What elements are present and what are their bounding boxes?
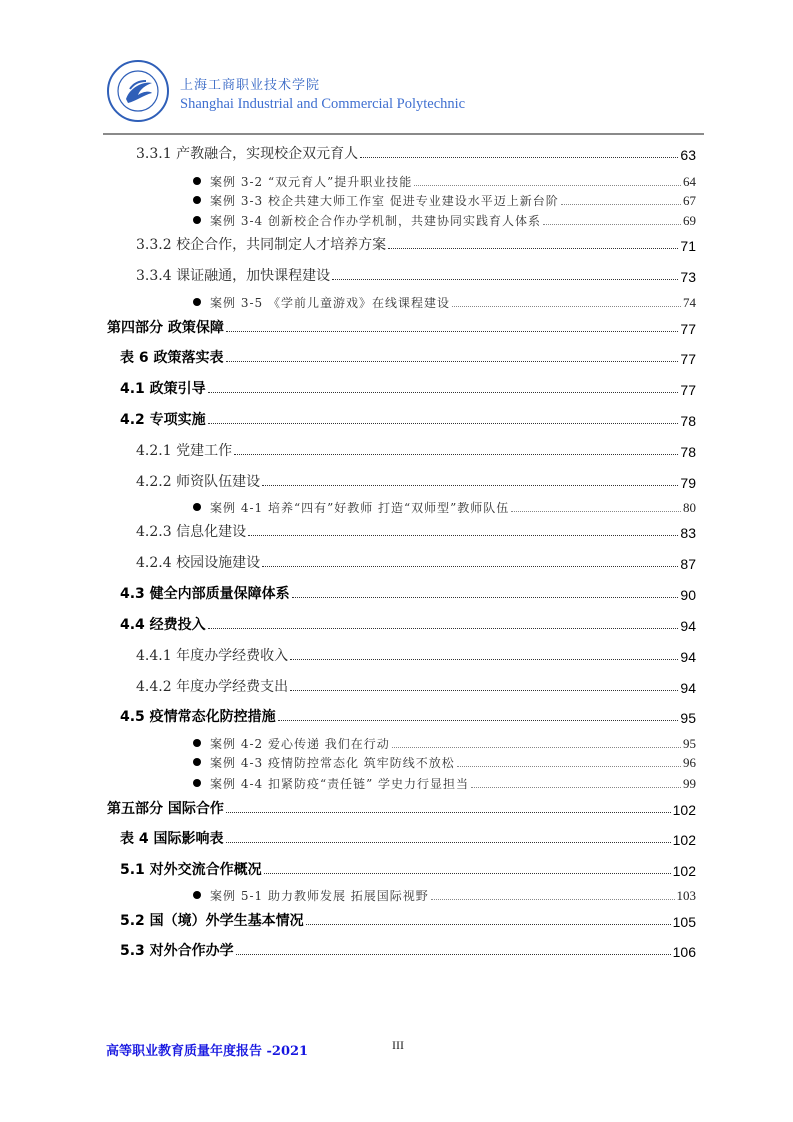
page-number: III [392, 1038, 404, 1052]
toc-entry-page: 80 [683, 500, 696, 515]
toc-section-entry[interactable] [120, 378, 696, 398]
bullet-icon [193, 891, 201, 899]
toc-entry-label: 4.5 疫情常态化防控措施 [120, 709, 276, 725]
toc-entry-page: 67 [683, 193, 696, 208]
toc-section-entry[interactable] [120, 347, 696, 367]
toc-section-entry[interactable] [120, 706, 696, 726]
toc-entry-label: 4.1 政策引导 [120, 381, 206, 397]
toc-case-entry[interactable] [193, 888, 696, 904]
toc-case-entry[interactable] [193, 193, 696, 209]
page-header [104, 57, 704, 137]
toc-section-entry[interactable] [120, 859, 696, 879]
school-emblem-icon [106, 59, 170, 123]
toc-entry-page: 96 [683, 755, 696, 770]
dot-leader [388, 247, 678, 249]
report-title: 高等职业教育质量年度报告 -2021 [106, 1044, 309, 1059]
school-name-cn: 上海工商职业技术学院 [180, 78, 321, 93]
dot-leader [561, 203, 681, 205]
dot-leader [543, 223, 681, 225]
dot-leader [226, 330, 679, 332]
toc-entry-page: 78 [680, 444, 696, 460]
dot-leader [208, 391, 679, 393]
toc-entry-label: 案例 4-2 爱心传递 我们在行动 [210, 737, 390, 751]
dot-leader [471, 786, 681, 788]
toc-part-entry[interactable] [107, 317, 696, 337]
bullet-icon [193, 779, 201, 787]
toc-entry-page: 105 [672, 914, 696, 930]
toc-part-entry[interactable] [107, 798, 696, 818]
toc-entry-page: 102 [672, 802, 696, 818]
toc-entry-label: 3.3.1 产教融合，实现校企双元育人 [136, 146, 359, 162]
dot-leader [208, 627, 679, 629]
toc-entry[interactable] [136, 645, 696, 665]
toc-entry[interactable] [136, 471, 696, 491]
toc-entry[interactable] [136, 552, 696, 572]
toc-entry-label: 4.2.1 党建工作 [136, 443, 233, 459]
toc-entry-label: 5.3 对外合作办学 [120, 943, 234, 959]
toc-section-entry[interactable] [120, 910, 696, 930]
toc-case-entry[interactable] [193, 174, 696, 190]
toc-entry-label: 案例 3-4 创新校企合作办学机制，共建协同实践育人体系 [210, 214, 541, 228]
toc-entry-page: 106 [672, 944, 696, 960]
toc-entry-page: 69 [683, 213, 696, 228]
dot-leader [208, 422, 679, 424]
toc-entry-page: 95 [680, 710, 696, 726]
toc-entry-page: 94 [680, 618, 696, 634]
dot-leader [226, 360, 679, 362]
toc-entry-page: 95 [683, 736, 696, 751]
toc-entry-page: 83 [680, 525, 696, 541]
toc-entry-label: 4.4.1 年度办学经费收入 [136, 648, 289, 664]
toc-entry-label: 4.2.4 校园设施建设 [136, 555, 261, 571]
toc-entry-label: 案例 3-2 “双元育人”提升职业技能 [210, 175, 413, 189]
toc-entry-label: 4.4.2 年度办学经费支出 [136, 679, 289, 695]
bullet-icon [193, 739, 201, 747]
toc-case-entry[interactable] [193, 776, 696, 792]
toc-section-entry[interactable] [120, 614, 696, 634]
toc-entry-page: 103 [676, 888, 696, 903]
dot-leader [236, 953, 671, 955]
toc-entry-label: 案例 5-1 助力教师发展 拓展国际视野 [210, 889, 429, 903]
toc-entry-page: 77 [680, 382, 696, 398]
toc-entry-label: 5.2 国（境）外学生基本情况 [120, 913, 304, 929]
dot-leader [262, 484, 678, 486]
toc-entry-page: 63 [680, 147, 696, 163]
toc-entry-label: 第五部分 国际合作 [107, 801, 224, 817]
toc-entry-label: 案例 3-5 《学前儿童游戏》在线课程建设 [210, 296, 450, 310]
dot-leader [234, 453, 678, 455]
school-name-en: Shanghai Industrial and Commercial Polytechnic [180, 96, 466, 112]
toc-section-entry[interactable] [120, 940, 696, 960]
toc-entry-label: 4.2 专项实施 [120, 412, 206, 428]
bullet-icon [193, 503, 201, 511]
toc-entry-label: 3.3.4 课证融通，加快课程建设 [136, 268, 331, 284]
toc-entry-page: 77 [680, 351, 696, 367]
bullet-icon [193, 216, 201, 224]
toc-entry-label: 5.1 对外交流合作概况 [120, 862, 262, 878]
bullet-icon [193, 177, 201, 185]
dot-leader [392, 746, 681, 748]
toc-entry[interactable] [136, 234, 696, 254]
toc-entry-label: 案例 4-1 培养“四有”好教师 打造“双师型”教师队伍 [210, 501, 510, 515]
dot-leader [290, 689, 678, 691]
toc-entry[interactable] [136, 440, 696, 460]
toc-entry-page: 74 [683, 295, 696, 310]
bullet-icon [193, 298, 201, 306]
toc-entry-label: 4.3 健全内部质量保障体系 [120, 586, 290, 602]
toc-entry-label: 3.3.2 校企合作，共同制定人才培养方案 [136, 237, 387, 253]
toc-entry-label: 4.2.3 信息化建设 [136, 524, 247, 540]
toc-entry-page: 94 [680, 649, 696, 665]
dot-leader [360, 156, 678, 158]
toc-case-entry[interactable] [193, 755, 696, 771]
toc-entry-label: 案例 4-3 疫情防控常态化 筑牢防线不放松 [210, 756, 455, 770]
toc-entry-page: 79 [680, 475, 696, 491]
toc-case-entry[interactable] [193, 736, 696, 752]
toc-entry-page: 87 [680, 556, 696, 572]
toc-entry-label: 案例 4-4 扣紧防疫“责任链” 学史力行显担当 [210, 777, 470, 791]
toc-entry-page: 78 [680, 413, 696, 429]
toc-entry[interactable] [136, 676, 696, 696]
toc-entry-page: 99 [683, 776, 696, 791]
dot-leader [262, 565, 678, 567]
toc-case-entry[interactable] [193, 500, 696, 516]
toc-entry[interactable] [136, 521, 696, 541]
toc-section-entry[interactable] [120, 409, 696, 429]
toc-entry-page: 77 [680, 321, 696, 337]
toc-entry-page: 73 [680, 269, 696, 285]
toc-entry-label: 表 4 国际影响表 [120, 831, 224, 847]
dot-leader [248, 534, 678, 536]
toc-section-entry[interactable] [120, 583, 696, 603]
toc-entry-label: 第四部分 政策保障 [107, 320, 224, 336]
toc-entry[interactable] [136, 143, 696, 163]
toc-entry-label: 表 6 政策落实表 [120, 350, 224, 366]
dot-leader [431, 898, 675, 900]
toc-entry-page: 102 [672, 832, 696, 848]
toc-entry-page: 102 [672, 863, 696, 879]
dot-leader [264, 872, 671, 874]
toc-entry-page: 94 [680, 680, 696, 696]
dot-leader [226, 811, 671, 813]
header-divider [103, 133, 704, 135]
dot-leader [292, 596, 679, 598]
toc-entry-label: 4.4 经费投入 [120, 617, 206, 633]
dot-leader [226, 841, 671, 843]
dot-leader [511, 510, 681, 512]
toc-case-entry[interactable] [193, 295, 696, 311]
toc-case-entry[interactable] [193, 213, 696, 229]
toc-entry-page: 90 [680, 587, 696, 603]
dot-leader [332, 278, 678, 280]
bullet-icon [193, 758, 201, 766]
toc-entry-page: 64 [683, 174, 696, 189]
toc-entry-page: 71 [680, 238, 696, 254]
bullet-icon [193, 196, 201, 204]
toc-entry-label: 4.2.2 师资队伍建设 [136, 474, 261, 490]
toc-entry-label: 案例 3-3 校企共建大师工作室 促进专业建设水平迈上新台阶 [210, 194, 559, 208]
toc-section-entry[interactable] [120, 828, 696, 848]
toc-entry[interactable] [136, 265, 696, 285]
dot-leader [457, 765, 681, 767]
dot-leader [306, 923, 671, 925]
dot-leader [278, 719, 679, 721]
dot-leader [452, 305, 681, 307]
dot-leader [290, 658, 678, 660]
dot-leader [414, 184, 681, 186]
